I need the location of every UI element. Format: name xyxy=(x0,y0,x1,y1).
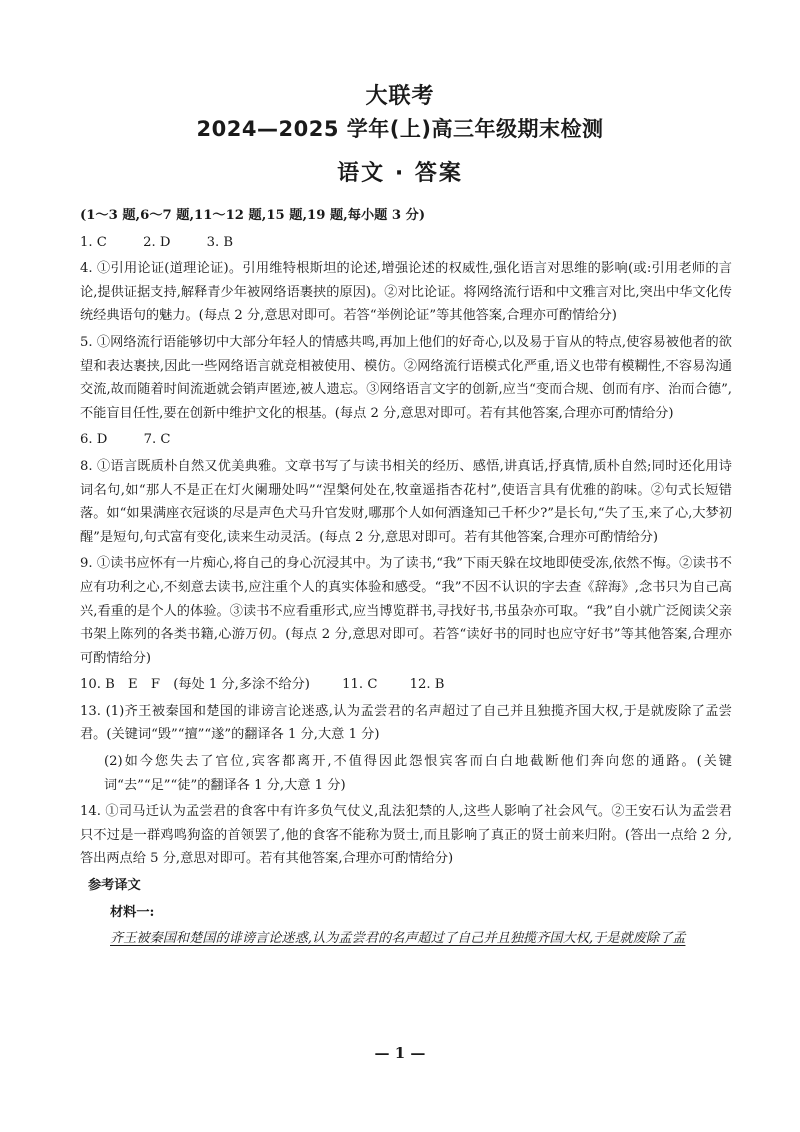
exam-series-title: 大联考 xyxy=(365,84,435,109)
answer-2: 2. D xyxy=(143,234,171,250)
answers-1-3 xyxy=(80,231,732,255)
material-one-title: 材料一: xyxy=(110,904,155,920)
answer-13-part-1: 13. (1)齐王被秦国和楚国的诽谤言论迷惑,认为孟尝君的名声超过了自己并且独揽齐国大权,于是就废除了孟尝君。(关键词“毁”“擅”“遂”的翻译各 1 分,大意 1 分) xyxy=(80,703,732,743)
answer-3: 3. B xyxy=(206,234,234,250)
answer-4: 4. ①引用论证(道理论证)。引用维特根斯坦的论述,增强论述的权威性,强化语言对思维的影响(或:引用老师的言论,提供证据支持,解释青少年被网络语裹挟的原因)。②对比论证。将网络流行语和中文雅言对比,突出中华文化传统经典语句的魅力。(每点 2 分,意思对即可。若答“举例论证”等其他答案,合理亦可酌情给分) xyxy=(80,261,732,324)
page-number: — 1 — xyxy=(374,1044,426,1062)
answer-7: 7. C xyxy=(143,432,171,448)
answers-10-12 xyxy=(80,673,732,697)
subject-answer-title: 语文 · 答案 xyxy=(337,161,463,186)
material-one-text: 齐王被秦国和楚国的诽谤言论迷惑,认为孟尝君的名声超过了自己并且独揽齐国大权,于是就废除了孟 xyxy=(110,931,686,947)
answer-13-part-2: (2)如今您失去了官位,宾客都离开,不值得因此怨恨宾客而白白地截断他们奔向您的通路。(关键词“去”“足”“徒”的翻译各 1 分,大意 1 分) xyxy=(104,754,732,793)
document-header xyxy=(0,82,800,190)
answer-12: 12. B xyxy=(409,677,445,693)
answers-6-7 xyxy=(80,428,732,452)
answer-11: 11. C xyxy=(342,677,378,693)
answer-6: 6. D xyxy=(80,432,108,448)
answer-9: 9. ①读书应怀有一片痴心,将自己的身心沉浸其中。为了读书,“我”下雨天躲在坟地即使受冻,依然不悔。②读书不应有功利之心,不刻意去读书,应注重个人的真实体验和感受。“我”不因不认识的字去查《辞海》,念书只为自己高兴,看重的是个人的体验。③读书不应看重形式,应当博览群书,寻找好书,书虽杂亦可取。“我”自小就广泛阅读父亲书架上陈列的各类书籍,心游万仞。(每点 2 分,意思对即可。若答“读好书的同时也应守好书”等其他答案,合理亦可酌情给分) xyxy=(80,556,732,666)
answer-14: 14. ①司马迁认为孟尝君的食客中有许多负气仗义,乱法犯禁的人,这些人影响了社会风气。②王安石认为孟尝君只不过是一群鸡鸣狗盗的首领罢了,他的食客不能称为贤士,而且影响了真正的贤士前来归附。(答出一点给 2 分,答出两点给 5 分,意思对即可。若有其他答案,合理亦可酌情给分) xyxy=(80,804,732,867)
answer-8: 8. ①语言既质朴自然又优美典雅。文章书写了与读书相关的经历、感悟,讲真话,抒真情,质朴自然;同时还化用诗词名句,如“那人不是正在灯火阑珊处吗”“涅槃何处在,牧童遥指杏花村”,使语言具有优雅的韵味。②句式长短错落。如“如果满座衣冠谈的尽是声色犬马升官发财,哪那个人如何酒逢知己千杯少?”是长句,“失了玉,来了心,大梦初醒”是短句,句式富有变化,读来生动灵活。(每点 2 分,意思对即可。若有其他答案,合理亦可酌情给分) xyxy=(80,458,732,545)
answer-10: 10. B E F (每处 1 分,多涂不给分) xyxy=(80,677,310,693)
reference-translation-title: 参考译文 xyxy=(88,878,141,894)
exam-term-title: 2024—2025 学年(上)高三年级期末检测 xyxy=(196,117,604,141)
scoring-note: (1～3 题,6～7 题,11～12 题,15 题,19 题,每小题 3 分) xyxy=(80,208,426,223)
answer-5: 5. ①网络流行语能够切中大部分年轻人的情感共鸣,再加上他们的好奇心,以及易于盲从的特点,使容易被他者的欲望和表达裹挟,因此一些网络语言就竞相被使用、模仿。②网络流行语模式化严重,语义也带有模糊性,不容易沟通交流,故而随着时间流逝就会销声匿迹,被人遗忘。③网络语言文字的创新,应当“变而合规、创而有序、治而合德”,不能盲目任性,要在创新中维护文化的根基。(每点 2 分,意思对即可。若有其他答案,合理亦可酌情给分) xyxy=(80,334,732,421)
answer-body xyxy=(80,204,732,951)
answer-1: 1. C xyxy=(80,234,107,250)
